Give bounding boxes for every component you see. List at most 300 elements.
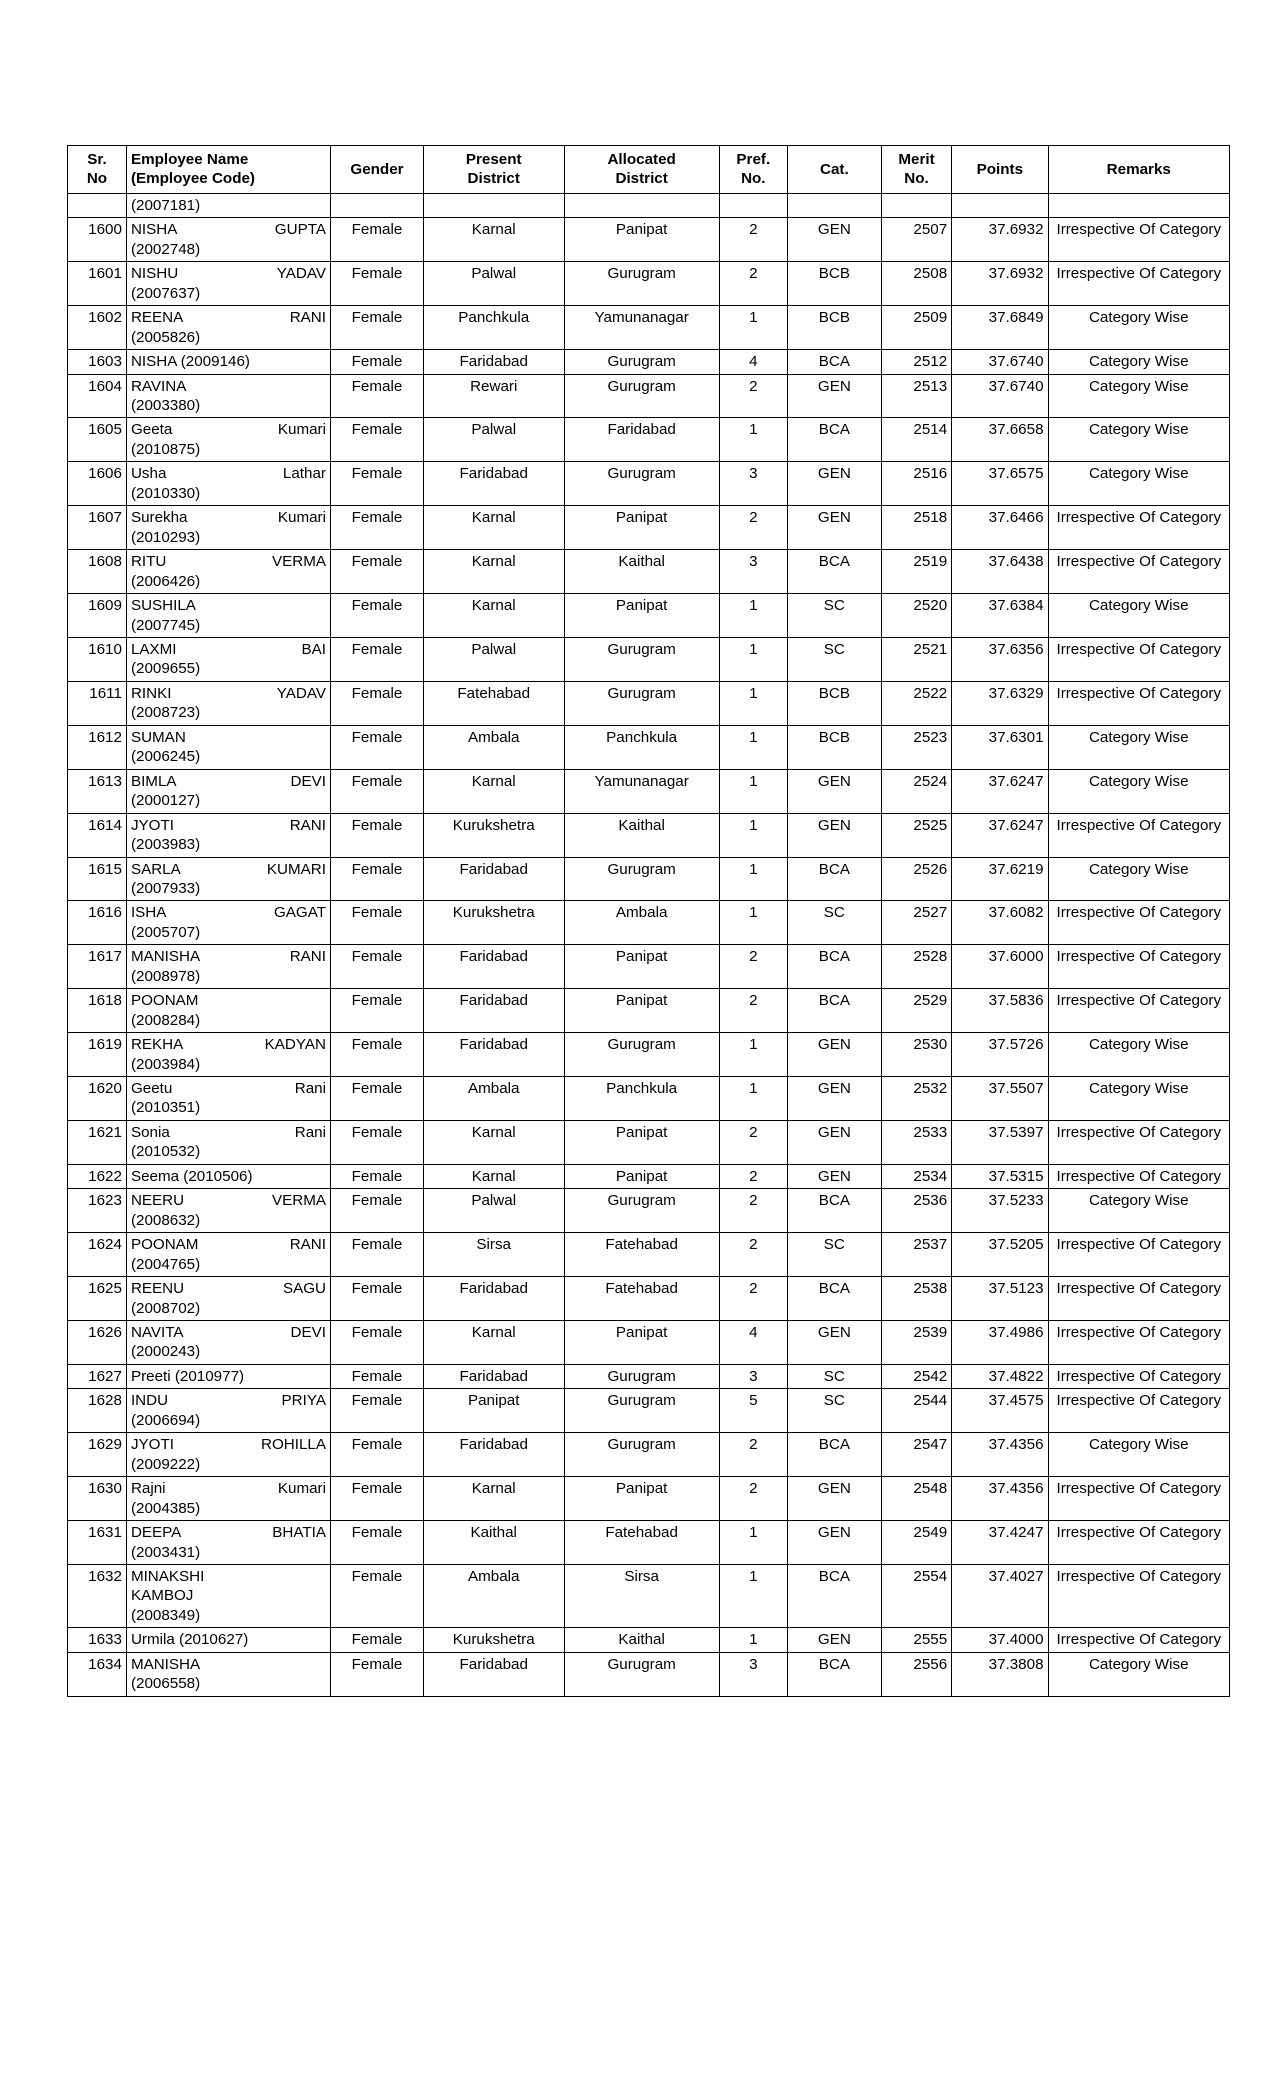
cell-gender: Female — [330, 681, 423, 725]
cell-present-district: Ambala — [423, 725, 564, 769]
table-row — [68, 1389, 1230, 1433]
employee-code: (2010351) — [130, 1099, 201, 1117]
cell-sr-no: 1606 — [68, 462, 127, 506]
cell-present-district: Karnal — [423, 1164, 564, 1188]
cell-category: BCA — [787, 1433, 881, 1477]
cell-employee-name — [126, 1628, 330, 1652]
cell-allocated-district: Gurugram — [564, 374, 719, 418]
cell-remarks — [1048, 193, 1229, 217]
header-name-word1: Employee — [130, 151, 203, 168]
cell-pref-no: 1 — [719, 418, 787, 462]
cell-pref-no: 4 — [719, 1321, 787, 1365]
employee-code: (2000127) — [130, 792, 201, 810]
cell-merit-no: 2514 — [881, 418, 951, 462]
cell-allocated-district: Panipat — [564, 506, 719, 550]
header-name-word2: Name — [206, 151, 249, 168]
cell-gender: Female — [330, 857, 423, 901]
employee-last-name: RANI — [289, 309, 326, 327]
cell-category: BCA — [787, 857, 881, 901]
cell-allocated-district: Kaithal — [564, 813, 719, 857]
cell-present-district: Faridabad — [423, 462, 564, 506]
cell-pref-no: 2 — [719, 1120, 787, 1164]
employee-last-name: DEVI — [290, 772, 326, 790]
cell-allocated-district: Kaithal — [564, 550, 719, 594]
cell-pref-no: 2 — [719, 945, 787, 989]
column-header-sr-no — [68, 146, 127, 194]
employee-first-name: Rajni — [130, 1480, 166, 1498]
cell-remarks: Category Wise — [1048, 857, 1229, 901]
cell-points: 37.5233 — [952, 1189, 1048, 1233]
employee-last-name: PRIYA — [281, 1392, 326, 1410]
cell-present-district: Faridabad — [423, 1364, 564, 1388]
table-row — [68, 218, 1230, 262]
table-row — [68, 262, 1230, 306]
cell-merit-no: 2522 — [881, 681, 951, 725]
cell-allocated-district: Fatehabad — [564, 1233, 719, 1277]
cell-sr-no — [68, 193, 127, 217]
employee-code: (2005826) — [130, 328, 201, 346]
cell-gender: Female — [330, 1077, 423, 1121]
employee-name-line — [131, 1435, 326, 1454]
cell-remarks: Category Wise — [1048, 1077, 1229, 1121]
cell-allocated-district: Panipat — [564, 945, 719, 989]
employee-first-name: ISHA — [130, 904, 167, 922]
cell-allocated-district: Gurugram — [564, 1364, 719, 1388]
cell-gender: Female — [330, 1565, 423, 1628]
cell-merit-no: 2527 — [881, 901, 951, 945]
cell-employee-name — [126, 989, 330, 1033]
cell-gender: Female — [330, 1477, 423, 1521]
employee-code: (2010532) — [130, 1143, 201, 1161]
employee-code: (2006694) — [130, 1411, 201, 1429]
cell-category: SC — [787, 1389, 881, 1433]
cell-merit-no: 2529 — [881, 989, 951, 1033]
table-row — [68, 462, 1230, 506]
table-row — [68, 1189, 1230, 1233]
employee-first-name: REKHA — [130, 1036, 184, 1054]
cell-points: 37.5397 — [952, 1120, 1048, 1164]
employee-code: (2000243) — [130, 1343, 201, 1361]
cell-merit-no: 2536 — [881, 1189, 951, 1233]
cell-present-district: Karnal — [423, 1120, 564, 1164]
cell-merit-no: 2533 — [881, 1120, 951, 1164]
employee-name-line — [131, 684, 326, 703]
cell-employee-name — [126, 374, 330, 418]
employee-first-name: POONAM — [130, 1236, 199, 1254]
employee-last-name: RANI — [289, 948, 326, 966]
cell-pref-no: 3 — [719, 550, 787, 594]
header-pref-line1: Pref. — [736, 151, 771, 168]
cell-remarks: Irrespective Of Category — [1048, 506, 1229, 550]
cell-remarks: Irrespective Of Category — [1048, 1521, 1229, 1565]
cell-pref-no: 1 — [719, 1077, 787, 1121]
cell-employee-name — [126, 506, 330, 550]
cell-remarks: Irrespective Of Category — [1048, 1364, 1229, 1388]
employee-code: (2006245) — [130, 748, 201, 766]
cell-employee-name — [126, 1565, 330, 1628]
cell-allocated-district: Fatehabad — [564, 1277, 719, 1321]
cell-sr-no: 1629 — [68, 1433, 127, 1477]
employee-first-name: RINKI — [130, 684, 172, 702]
cell-allocated-district: Panchkula — [564, 1077, 719, 1121]
cell-remarks: Irrespective Of Category — [1048, 989, 1229, 1033]
employee-code: (2008349) — [130, 1606, 201, 1624]
employee-first-name: POONAM — [130, 992, 199, 1010]
cell-category: BCB — [787, 306, 881, 350]
cell-sr-no: 1604 — [68, 374, 127, 418]
cell-gender: Female — [330, 813, 423, 857]
cell-employee-name — [126, 813, 330, 857]
cell-pref-no: 1 — [719, 681, 787, 725]
column-header-points: Points — [952, 146, 1048, 194]
employee-last-name: SAGU — [282, 1280, 326, 1298]
cell-merit-no: 2512 — [881, 350, 951, 374]
cell-present-district: Faridabad — [423, 945, 564, 989]
cell-gender: Female — [330, 1033, 423, 1077]
cell-remarks: Irrespective Of Category — [1048, 1565, 1229, 1628]
cell-sr-no: 1600 — [68, 218, 127, 262]
cell-remarks: Irrespective Of Category — [1048, 637, 1229, 681]
cell-category — [787, 193, 881, 217]
employee-code: (2008978) — [130, 967, 201, 985]
cell-allocated-district: Kaithal — [564, 1628, 719, 1652]
cell-present-district: Karnal — [423, 506, 564, 550]
cell-pref-no: 1 — [719, 306, 787, 350]
cell-category: GEN — [787, 1321, 881, 1365]
column-header-allocated-district — [564, 146, 719, 194]
cell-points: 37.6466 — [952, 506, 1048, 550]
cell-points: 37.6932 — [952, 218, 1048, 262]
cell-present-district: Palwal — [423, 637, 564, 681]
table-row — [68, 594, 1230, 638]
cell-sr-no: 1627 — [68, 1364, 127, 1388]
employee-code: (2006426) — [130, 572, 201, 590]
cell-employee-name — [126, 901, 330, 945]
cell-employee-name — [126, 1364, 330, 1388]
cell-pref-no: 1 — [719, 725, 787, 769]
employee-first-name: REENU — [130, 1280, 185, 1298]
employee-first-name: RAVINA — [130, 377, 187, 395]
cell-remarks: Category Wise — [1048, 350, 1229, 374]
cell-gender: Female — [330, 1628, 423, 1652]
cell-present-district: Rewari — [423, 374, 564, 418]
employee-first-name: LAXMI — [130, 640, 177, 658]
employee-first-name: NISHA (2009146) — [130, 353, 250, 371]
cell-pref-no: 4 — [719, 350, 787, 374]
cell-employee-name — [126, 193, 330, 217]
cell-allocated-district: Gurugram — [564, 637, 719, 681]
cell-points: 37.4000 — [952, 1628, 1048, 1652]
cell-pref-no: 1 — [719, 1565, 787, 1628]
cell-category: BCA — [787, 945, 881, 989]
cell-gender: Female — [330, 550, 423, 594]
cell-category: GEN — [787, 1120, 881, 1164]
employee-name-line — [131, 903, 326, 922]
cell-points: 37.6247 — [952, 769, 1048, 813]
table-row — [68, 637, 1230, 681]
cell-present-district: Kurukshetra — [423, 1628, 564, 1652]
employee-last-name: YADAV — [276, 684, 326, 702]
cell-category: BCA — [787, 350, 881, 374]
cell-category: GEN — [787, 218, 881, 262]
employee-last-name: RANI — [289, 816, 326, 834]
table-row — [68, 1033, 1230, 1077]
cell-points: 37.5836 — [952, 989, 1048, 1033]
cell-employee-name — [126, 857, 330, 901]
cell-gender: Female — [330, 1433, 423, 1477]
employee-code: (2010330) — [130, 484, 201, 502]
cell-sr-no: 1613 — [68, 769, 127, 813]
cell-category: GEN — [787, 1628, 881, 1652]
cell-employee-name — [126, 1233, 330, 1277]
cell-allocated-district: Yamunanagar — [564, 769, 719, 813]
cell-present-district: Palwal — [423, 262, 564, 306]
header-sr-line2: No — [86, 170, 108, 188]
header-pref-line2: No. — [741, 170, 766, 188]
employee-first-name: DEEPA — [130, 1524, 182, 1542]
employee-name-line — [131, 508, 326, 527]
cell-gender — [330, 193, 423, 217]
cell-present-district: Faridabad — [423, 1033, 564, 1077]
employee-first-name: Preeti (2010977) — [130, 1367, 245, 1385]
cell-present-district: Karnal — [423, 769, 564, 813]
cell-pref-no — [719, 193, 787, 217]
cell-sr-no: 1618 — [68, 989, 127, 1033]
cell-allocated-district: Panchkula — [564, 725, 719, 769]
cell-sr-no: 1630 — [68, 1477, 127, 1521]
table-row — [68, 681, 1230, 725]
cell-pref-no: 1 — [719, 813, 787, 857]
cell-sr-no: 1620 — [68, 1077, 127, 1121]
cell-category: BCB — [787, 681, 881, 725]
cell-sr-no: 1611 — [68, 681, 127, 725]
header-alloc-line1: Allocated — [607, 151, 676, 168]
header-name-line2: (Employee Code) — [130, 170, 255, 188]
employee-code: (2008284) — [130, 1011, 201, 1029]
cell-pref-no: 2 — [719, 506, 787, 550]
cell-gender: Female — [330, 1321, 423, 1365]
cell-category: GEN — [787, 813, 881, 857]
cell-merit-no: 2516 — [881, 462, 951, 506]
cell-remarks: Irrespective Of Category — [1048, 681, 1229, 725]
cell-sr-no: 1608 — [68, 550, 127, 594]
employee-code: (2003380) — [130, 396, 201, 414]
cell-points: 37.6219 — [952, 857, 1048, 901]
employee-first-name: SUMAN — [130, 728, 186, 746]
cell-merit-no: 2521 — [881, 637, 951, 681]
cell-remarks: Category Wise — [1048, 1652, 1229, 1696]
cell-sr-no: 1616 — [68, 901, 127, 945]
cell-allocated-district: Gurugram — [564, 1033, 719, 1077]
cell-pref-no: 1 — [719, 1521, 787, 1565]
cell-sr-no: 1621 — [68, 1120, 127, 1164]
cell-sr-no: 1612 — [68, 725, 127, 769]
table-row — [68, 1277, 1230, 1321]
header-alloc-line2: District — [615, 170, 668, 188]
cell-category: BCA — [787, 989, 881, 1033]
column-header-remarks: Remarks — [1048, 146, 1229, 194]
cell-points: 37.6356 — [952, 637, 1048, 681]
cell-merit-no — [881, 193, 951, 217]
employee-name-line — [131, 1235, 326, 1254]
employee-name-line — [131, 1279, 326, 1298]
table-row — [68, 506, 1230, 550]
cell-employee-name — [126, 945, 330, 989]
cell-category: GEN — [787, 374, 881, 418]
cell-allocated-district: Gurugram — [564, 1433, 719, 1477]
cell-present-district: Faridabad — [423, 1277, 564, 1321]
cell-allocated-district: Ambala — [564, 901, 719, 945]
cell-employee-name — [126, 218, 330, 262]
table-row — [68, 1433, 1230, 1477]
cell-points: 37.4575 — [952, 1389, 1048, 1433]
employee-first-name: NISHU — [130, 265, 179, 283]
employee-code: (2007745) — [130, 616, 201, 634]
table-row — [68, 1164, 1230, 1188]
employee-name-line — [131, 816, 326, 835]
cell-gender: Female — [330, 1364, 423, 1388]
cell-present-district — [423, 193, 564, 217]
employee-last-name: KUMARI — [266, 860, 326, 878]
cell-remarks: Irrespective Of Category — [1048, 1120, 1229, 1164]
cell-merit-no: 2542 — [881, 1364, 951, 1388]
cell-sr-no: 1609 — [68, 594, 127, 638]
column-header-gender: Gender — [330, 146, 423, 194]
cell-points: 37.6849 — [952, 306, 1048, 350]
employee-first-name: SUSHILA — [130, 597, 196, 615]
cell-merit-no: 2539 — [881, 1321, 951, 1365]
cell-employee-name — [126, 1477, 330, 1521]
cell-merit-no: 2548 — [881, 1477, 951, 1521]
cell-sr-no: 1603 — [68, 350, 127, 374]
cell-pref-no: 2 — [719, 1433, 787, 1477]
employee-code: (2006558) — [130, 1675, 201, 1693]
table-row — [68, 1321, 1230, 1365]
column-header-employee-name — [126, 146, 330, 194]
cell-employee-name — [126, 1652, 330, 1696]
cell-points: 37.6740 — [952, 374, 1048, 418]
employee-first-name: Geetu — [130, 1080, 173, 1098]
employee-last-name: BHATIA — [272, 1524, 326, 1542]
cell-category: BCA — [787, 1277, 881, 1321]
cell-allocated-district: Gurugram — [564, 681, 719, 725]
cell-pref-no: 1 — [719, 857, 787, 901]
employee-allocation-table — [67, 145, 1230, 1697]
cell-gender: Female — [330, 1652, 423, 1696]
cell-merit-no: 2549 — [881, 1521, 951, 1565]
cell-category: BCB — [787, 262, 881, 306]
table-row — [68, 857, 1230, 901]
cell-present-district: Karnal — [423, 550, 564, 594]
cell-allocated-district: Yamunanagar — [564, 306, 719, 350]
cell-merit-no: 2525 — [881, 813, 951, 857]
cell-present-district: Faridabad — [423, 989, 564, 1033]
employee-last-name: Kumari — [277, 421, 326, 439]
cell-category: SC — [787, 901, 881, 945]
cell-gender: Female — [330, 1277, 423, 1321]
cell-present-district: Faridabad — [423, 1433, 564, 1477]
cell-employee-name — [126, 418, 330, 462]
cell-points: 37.4822 — [952, 1364, 1048, 1388]
employee-code: (2007637) — [130, 284, 201, 302]
cell-gender: Female — [330, 1233, 423, 1277]
cell-present-district: Kurukshetra — [423, 813, 564, 857]
cell-points — [952, 193, 1048, 217]
cell-category: GEN — [787, 1477, 881, 1521]
cell-points: 37.6658 — [952, 418, 1048, 462]
employee-code: (2010293) — [130, 528, 201, 546]
employee-name-line — [131, 1391, 326, 1410]
employee-first-name: JYOTI — [130, 816, 174, 834]
employee-last-name: Lathar — [282, 465, 326, 483]
cell-merit-no: 2518 — [881, 506, 951, 550]
header-name-line1 — [131, 151, 248, 168]
cell-category: BCB — [787, 725, 881, 769]
cell-sr-no: 1634 — [68, 1652, 127, 1696]
cell-points: 37.6438 — [952, 550, 1048, 594]
cell-remarks: Irrespective Of Category — [1048, 945, 1229, 989]
cell-gender: Female — [330, 1120, 423, 1164]
employee-last-name: YADAV — [276, 265, 326, 283]
cell-gender: Female — [330, 262, 423, 306]
employee-code: (2007181) — [130, 196, 201, 214]
cell-present-district: Fatehabad — [423, 681, 564, 725]
employee-name-line — [131, 464, 326, 483]
cell-pref-no: 1 — [719, 594, 787, 638]
cell-gender: Female — [330, 594, 423, 638]
cell-points: 37.4356 — [952, 1433, 1048, 1477]
cell-present-district: Karnal — [423, 1321, 564, 1365]
cell-employee-name — [126, 1120, 330, 1164]
cell-category: BCA — [787, 418, 881, 462]
cell-category: GEN — [787, 1521, 881, 1565]
cell-gender: Female — [330, 901, 423, 945]
cell-category: BCA — [787, 1652, 881, 1696]
cell-merit-no: 2526 — [881, 857, 951, 901]
cell-points: 37.5123 — [952, 1277, 1048, 1321]
cell-remarks: Category Wise — [1048, 306, 1229, 350]
table-row — [68, 769, 1230, 813]
cell-remarks: Irrespective Of Category — [1048, 1233, 1229, 1277]
cell-pref-no: 1 — [719, 637, 787, 681]
table-row — [68, 1628, 1230, 1652]
cell-sr-no: 1617 — [68, 945, 127, 989]
employee-name-line — [131, 1323, 326, 1342]
cell-points: 37.6575 — [952, 462, 1048, 506]
cell-employee-name — [126, 1077, 330, 1121]
employee-code: (2003431) — [130, 1543, 201, 1561]
cell-allocated-district: Sirsa — [564, 1565, 719, 1628]
cell-merit-no: 2537 — [881, 1233, 951, 1277]
cell-gender: Female — [330, 1164, 423, 1188]
cell-remarks: Irrespective Of Category — [1048, 218, 1229, 262]
employee-last-name: ROHILLA — [260, 1436, 326, 1454]
cell-remarks: Irrespective Of Category — [1048, 1277, 1229, 1321]
cell-gender: Female — [330, 1189, 423, 1233]
table-row — [68, 901, 1230, 945]
employee-name-line — [131, 264, 326, 283]
cell-employee-name — [126, 1164, 330, 1188]
employee-first-name: Surekha — [130, 509, 188, 527]
table-row — [68, 374, 1230, 418]
employee-last-name: GUPTA — [274, 221, 326, 239]
cell-remarks: Category Wise — [1048, 769, 1229, 813]
cell-gender: Female — [330, 769, 423, 813]
cell-present-district: Kurukshetra — [423, 901, 564, 945]
cell-pref-no: 2 — [719, 1189, 787, 1233]
employee-code: (2004385) — [130, 1499, 201, 1517]
header-row — [68, 146, 1230, 194]
